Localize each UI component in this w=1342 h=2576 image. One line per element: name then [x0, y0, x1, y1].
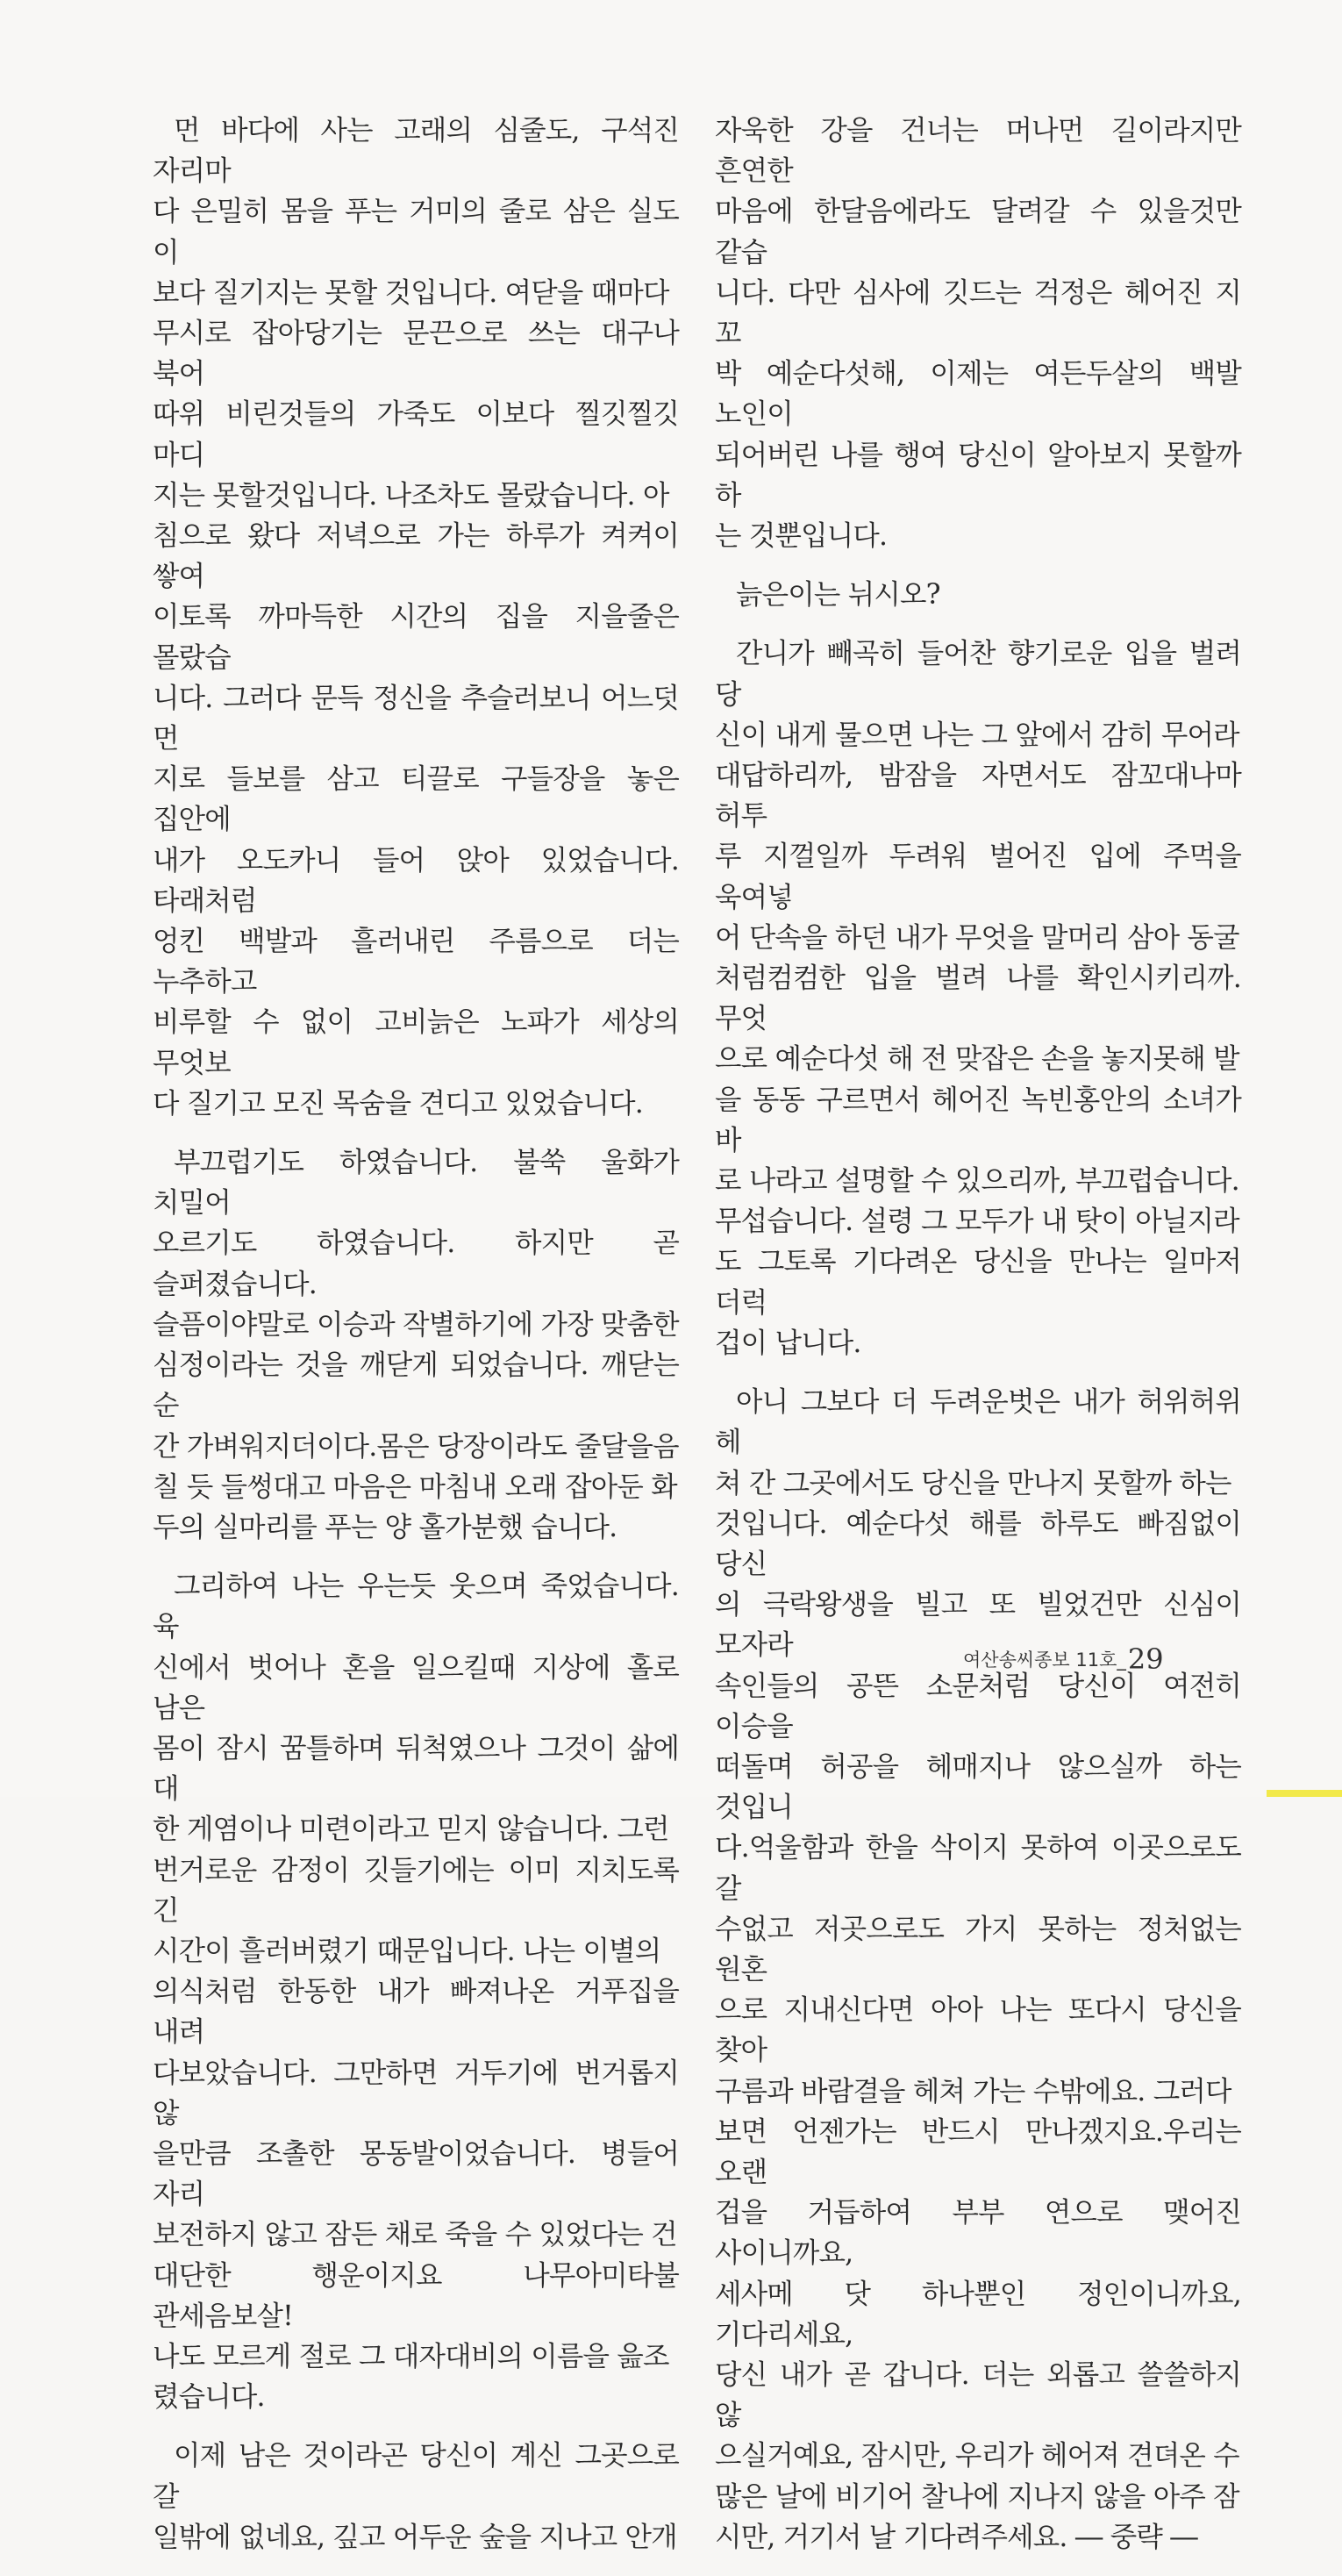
corner-color-mark: [1267, 1790, 1342, 1797]
paragraph: 부끄럽기도 하였습니다. 불쑥 울화가 치밀어 오르기도 하였습니다. 하지만 곧 슬퍼졌습니다. 슬픔이야말로 이승과 작별하기에 가장 맞춤한 심정이라는 것을 깨닫게 되었습니다. 깨닫는 순 간 가벼워지더이다.몸은 당장이라도 줄달을음 칠 듯 들썽대고 마음은 마침내 오래 잡아둔 화 두의 실마리를 푸는 양 홀가분했 습니다.: [153, 1147, 679, 1543]
paragraph: 아니 그보다 더 두려운벗은 내가 허위허위 헤 쳐 간 그곳에서도 당신을 만나지 못할까 하는 것입니다. 예순다섯 해를 하루도 빠짐없이 당신 의 극락왕생을 빌고 또 빌었건만 신심이 모자라 속인들의 공뜬 소문처럼 당신이 여전히 이승을 떠돌며 허공을 헤매지나 않으실까 하는 것입니 다.억울함과 한을 삭이지 못하여 이곳으로도 갈 수없고 저곳으로도 가지 못하는 정처없는 원혼 으로 지내신다면 아아 나는 또다시 당신을 찾아 구름과 바람결을 헤쳐 가는 수밖에요. 그러다 보면 언젠가는 반드시 만나겠지요.우리는 오랜 겁을 거듭하여 부부 연으로 맺어진 사이니까요, 세사메 닷 하나뿐인 정인이니까요, 기다리세요, 당신 내가 곧 갑니다. 더는 외롭고 쓸쓸하지 않 으실거예요, 잠시만, 우리가 헤어져 견뎌온 수 많은 날에 비기어 찰나에 지나지 않을 아주 잠 시만, 거기서 날 기다려주세요. ― 중략 ―: [715, 1386, 1241, 2553]
paragraph: 자욱한 강을 건너는 머나먼 길이라지만 흔연한 마음에 한달음에라도 달려갈 수 있을것만 같습 니다. 다만 심사에 깃드는 걱정은 헤어진 지 꼬 박 예순다섯해, 이제는 여든두살의 백발 노인이 되어버린 나를 행여 당신이 알아보지 못할까 하 는 것뿐입니다.: [715, 115, 1241, 553]
right-column: [715, 111, 1241, 2576]
paragraph: 그리하여 나는 우는듯 웃으며 죽었습니다. 육 신에서 벗어나 혼을 일으킬때 지상에 홀로 남은 몸이 잠시 꿈틀하며 뒤척였으나 그것이 삶에 대 한 게염이나 미련이라고 믿지 않습니다. 그런 번거로운 감정이 깃들기에는 이미 지치도록 긴 시간이 흘러버렸기 때문입니다. 나는 이별의 의식처럼 한동한 내가 빠져나온 거푸집을 내려 다보았습니다. 그만하면 거두기에 번거롭지 않 을만큼 조촐한 몽동발이었습니다. 병들어 자리 보전하지 않고 잠든 채로 죽을 수 있었다는 건 대단한 행운이지요 나무아미타불 관세음보살! 나도 모르게 절로 그 대자대비의 이름을 읊조 렸습니다.: [153, 1571, 679, 2414]
paragraph: 이제 남은 것이라곤 당신이 계신 그곳으로 갈 일밖에 없네요, 깊고 어두운 숲을 지나고 안개: [153, 2440, 679, 2553]
paragraph-question: 늙은이는 뉘시오?: [736, 579, 940, 612]
paragraph: 먼 바다에 사는 고래의 심줄도, 구석진 자리마 다 은밀히 몸을 푸는 거미의 줄로 삼은 실도 이 보다 질기지는 못할 것입니다. 여닫을 때마다 무시로 잡아당기는 문끈으로 쓰는 대구나 북어 따위 비린것들의 가죽도 이보다 찔깃찔깃 마디 지는 못할것입니다. 나조차도 몰랐습니다. 아 침으로 왔다 저녁으로 가는 하루가 켜켜이 쌓여 이토록 까마득한 시간의 집을 지을줄은 몰랐습 니다. 그러다 문득 정신을 추슬러보니 어느덧 먼 지로 들보를 삼고 티끌로 구들장을 놓은 집안에 내가 오도카니 들어 앉아 있었습니다. 타래처럼 엉킨 백발과 흘러내린 주름으로 더는 누추하고 비루할 수 없이 고비늙은 노파가 세상의 무엇보 다 질기고 모진 목숨을 견디고 있었습니다.: [153, 115, 679, 1120]
page-number: 29: [1127, 1642, 1164, 1676]
page-footer: [963, 1642, 1164, 1676]
paragraph: 간니가 빼곡히 들어찬 향기로운 입을 벌려 당 신이 내게 물으면 나는 그 앞에서 감히 무어라 대답하리까, 밤잠을 자면서도 잠꼬대나마 허투 루 지껄일까 두려워 벌어진 입에 주먹을 욱여넣 어 단속을 하던 내가 무엇을 말머리 삼아 동굴 처럼컴컴한 입을 벌려 나를 확인시키리까. 무엇 으로 예순다섯 해 전 맞잡은 손을 놓지못해 발 을 동동 구르면서 헤어진 녹빈홍안의 소녀가 바 로 나라고 설명할 수 있으리까, 부끄럽습니다. 무섭습니다. 설령 그 모두가 내 탓이 아닐지라 도 그토록 기다려온 당신을 만나는 일마저 더럭 겁이 납니다.: [715, 638, 1241, 1359]
publication-name: 여산송씨종보 11호_: [963, 1649, 1126, 1671]
left-column: [153, 111, 679, 2576]
